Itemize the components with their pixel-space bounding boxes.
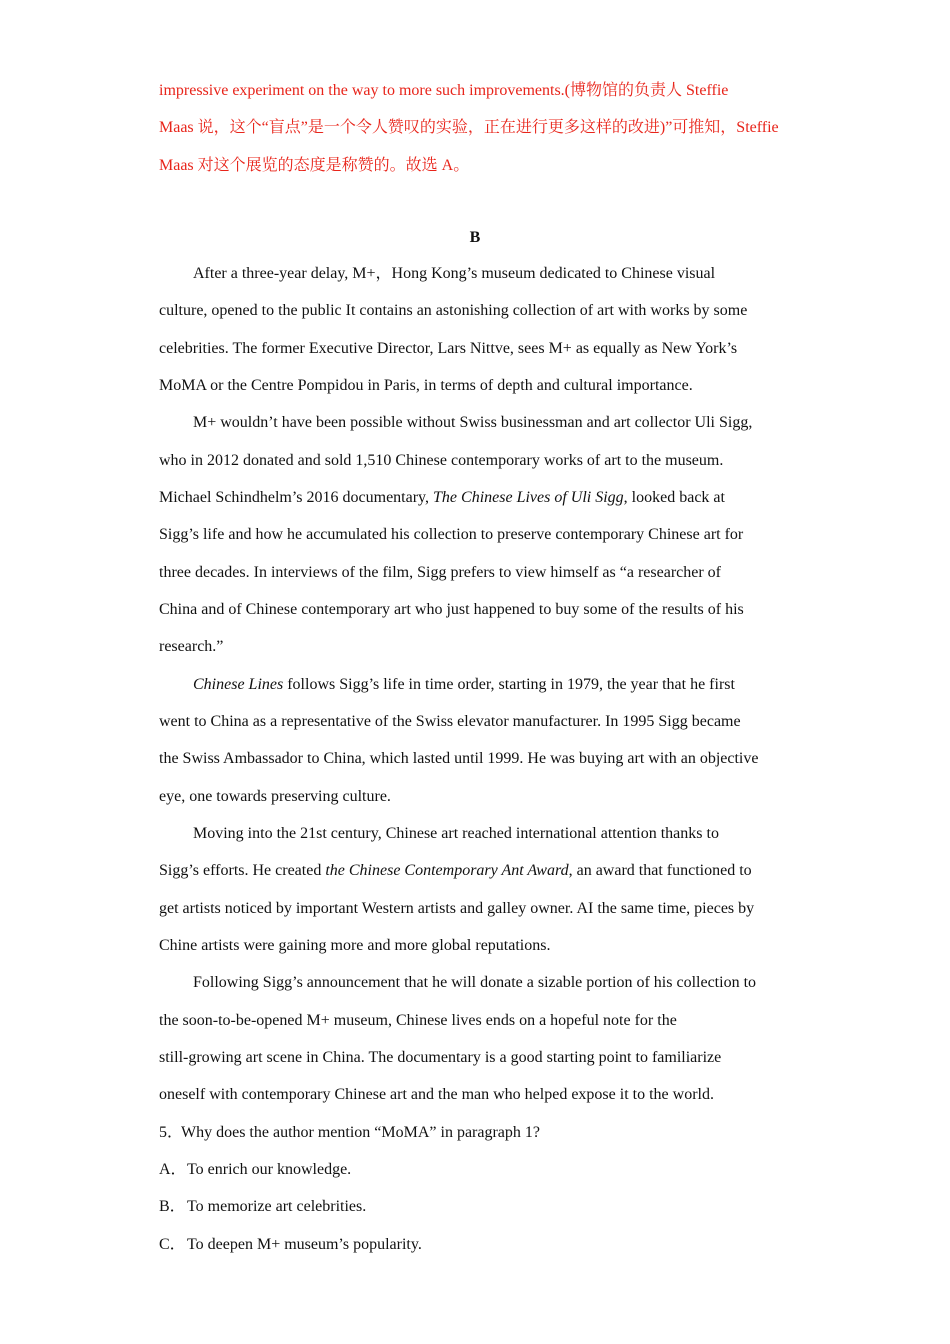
paragraph-line: the Swiss Ambassador to China, which lasted until 1999. He was buying art with an objective	[159, 750, 759, 767]
paragraph-line	[159, 488, 725, 508]
paragraph-line: still-growing art scene in China. The documentary is a good starting point to familiarize	[159, 1049, 722, 1066]
paragraph-line: celebrities. The former Executive Director, Lars Nittve, sees M+ as equally as New York’s	[159, 340, 738, 357]
paragraph-line: research.”	[159, 638, 224, 655]
paragraph-line: went to China as a representative of the Swiss elevator manufacturer. In 1995 Sigg became	[159, 713, 741, 730]
paragraph-line: get artists noticed by important Western artists and galley owner. AI the same time, pieces by	[159, 900, 755, 917]
paragraph-line	[159, 861, 752, 881]
option-text: To memorize art celebrities.	[187, 1198, 367, 1215]
question-stem-line	[159, 1123, 540, 1143]
paragraph-line: eye, one towards preserving culture.	[159, 788, 391, 805]
text-run: follows Sigg’s life in time order, starting in 1979, the year that he first	[283, 676, 735, 693]
text-run: Michael Schindhelm’s 2016 documentary,	[159, 489, 434, 506]
paragraph-line: three decades. In interviews of the film, Sigg prefers to view himself as “a researcher of	[159, 564, 721, 581]
explanation-line: Maas 对这个展览的态度是称赞的。故选 A。	[159, 157, 470, 174]
option-c	[159, 1235, 422, 1255]
paragraph-line: who in 2012 donated and sold 1,510 Chinese contemporary works of art to the museum.	[159, 452, 724, 469]
paragraph-line: the soon-to-be-opened M+ museum, Chinese lives ends on a hopeful note for the	[159, 1012, 677, 1029]
paragraph-line: MoMA or the Centre Pompidou in Paris, in terms of depth and cultural importance.	[159, 377, 693, 394]
film-title: Chinese Lines	[193, 676, 284, 693]
text-run: , an award that functioned to	[568, 862, 752, 879]
option-b	[159, 1197, 366, 1217]
paragraph-line: culture, opened to the public It contains an astonishing collection of art with works by some	[159, 302, 748, 319]
option-text: To deepen M+ museum’s popularity.	[187, 1236, 422, 1253]
question-number: 5．	[159, 1124, 184, 1141]
paragraph-line	[193, 675, 735, 695]
paragraph-line: Chine artists were gaining more and more global reputations.	[159, 937, 551, 954]
option-label: C．	[159, 1236, 186, 1253]
text-run: Sigg’s efforts. He created	[159, 862, 326, 879]
paragraph-line: Following Sigg’s announcement that he will donate a sizable portion of his collection to	[193, 974, 757, 991]
paragraph-line: China and of Chinese contemporary art who just happened to buy some of the results of his	[159, 601, 744, 618]
text-run: , looked back at	[623, 489, 725, 506]
paragraph-line: Moving into the 21st century, Chinese art reached international attention thanks to	[193, 825, 719, 842]
question-stem: Why does the author mention “MoMA” in paragraph 1?	[181, 1124, 541, 1141]
option-text: To enrich our knowledge.	[187, 1161, 352, 1178]
explanation-line: Maas 说，这个“盲点”是一个令人赞叹的实验，正在进行更多这样的改进)”可推知，Steffie	[159, 119, 779, 136]
paragraph-line: Sigg’s life and how he accumulated his collection to preserve contemporary Chinese art for	[159, 526, 744, 543]
option-label: A．	[159, 1161, 187, 1178]
paragraph-line: M+ wouldn’t have been possible without Swiss businessman and art collector Uli Sigg,	[193, 414, 753, 431]
explanation-line: impressive experiment on the way to more such improvements.(博物馆的负责人 Steffie	[159, 82, 729, 99]
option-a	[159, 1160, 351, 1180]
option-label: B．	[159, 1198, 186, 1215]
paragraph-line: oneself with contemporary Chinese art and the man who helped expose it to the world.	[159, 1086, 714, 1103]
documentary-title: The Chinese Lives of Uli Sigg	[433, 489, 624, 506]
section-heading: B	[469, 229, 481, 246]
award-title: the Chinese Contemporary Ant Award	[325, 862, 569, 879]
paragraph-line: After a three-year delay, M+，Hong Kong’s museum dedicated to Chinese visual	[193, 265, 716, 282]
